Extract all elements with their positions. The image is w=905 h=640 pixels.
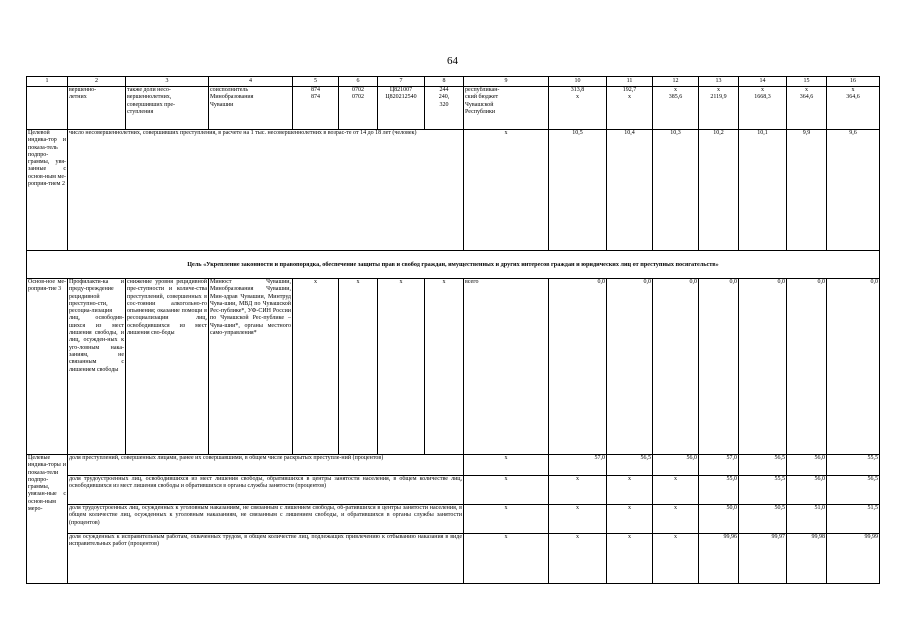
target3-col9: х: [464, 505, 549, 534]
cell-value: х 2119,9: [699, 87, 739, 130]
column-number: 15: [787, 77, 827, 87]
target3-value: 50,5: [739, 505, 787, 534]
target3-text: доля преступлений, совершенных лицами, ранее их совершавшими, в общем числе раскрытых преступле-ний (процентов): [68, 455, 464, 476]
target3-text: доля трудоустроенных лиц, освободившихся из мест лишения свободы, обратившихся в центры занятости населения, в общем количестве лиц, освободившихся из мест лишения свободы и обратившихся в органы службы занятости (процентов): [68, 476, 464, 505]
column-number: 2: [68, 77, 126, 87]
column-number: 1: [27, 77, 68, 87]
target3-col9: х: [464, 534, 549, 584]
target3-row: [27, 505, 880, 534]
cell-empty: [27, 87, 68, 130]
cell-grbs: 874 874: [293, 87, 339, 130]
measure3-name: Профилакти-ка и преду-преждение рецидивной преступно-сти, ресоциа-лизация лиц, освободив-шихся из мест лишения свободы, и лиц, осужден-ных к уго-ловным нака-заниям, не связанным с лишением свободы: [68, 279, 126, 455]
target3-value: х: [653, 476, 699, 505]
column-number: 9: [464, 77, 549, 87]
measure3-executors: Минюст Чувашии, Минобразования Чувашии, Мин-здрав Чувашии, Минтруд Чува-шии, МВД по Чувашской Рес-публике*, УФ-СИН России по Чувашской Рес-публике – Чува-шии*, органы местного само-управления*: [209, 279, 293, 455]
cell-value: х 364,6: [787, 87, 827, 130]
target3-value: 56,5: [739, 455, 787, 476]
target3-label: Целевые индика-торы и показа-тели подпро-граммы, увязан-ные с основ-ным меро-: [27, 455, 68, 584]
column-number: 16: [827, 77, 880, 87]
column-number: 6: [339, 77, 378, 87]
cell-expense-type: 244 240, 320: [425, 87, 464, 130]
target3-value: х: [653, 534, 699, 584]
target2-text: число несовершеннолетних, совершивших преступления, в расчете на 1 тыс. несовершеннолетних в возрас-те от 14 до 18 лет (человек): [68, 130, 464, 251]
cell-value: х 1668,3: [739, 87, 787, 130]
target3-value: 55,5: [739, 476, 787, 505]
target2-value: 9,6: [827, 130, 880, 251]
target3-col9: х: [464, 476, 549, 505]
target3-value: 57,0: [549, 455, 607, 476]
target3-value: х: [653, 505, 699, 534]
target2-value: 10,5: [549, 130, 607, 251]
target2-value: 10,1: [739, 130, 787, 251]
cell-source: республикан- ский бюджет Чувашской Республики: [464, 87, 549, 130]
page-number: 64: [447, 55, 458, 67]
cell-value: х 364,6: [827, 87, 880, 130]
target3-text: доля осужденных к исправительным работам, охваченных трудом, в общем количестве лиц, подлежащих привлечению к отбыванию наказания в виде исправительных работ (процентов): [68, 534, 464, 584]
measure3-value: 0,0: [699, 279, 739, 455]
target3-value: х: [549, 505, 607, 534]
measure3-source: всего: [464, 279, 549, 455]
target3-text: доля трудоустроенных лиц, осужденных к уголовным наказаниям, не связанным с лишением свободы, об-ратившихся в центры занятости населения, в общем количестве лиц, осужденных к уголовным наказаниям, не связанным с лишением свободы, и обратившихся в органы службы занятости (процентов): [68, 505, 464, 534]
target2-value: 10,2: [699, 130, 739, 251]
target3-value: 51,0: [787, 505, 827, 534]
cell-section: 0702 0702: [339, 87, 378, 130]
target3-row: [27, 455, 880, 476]
measure3-value: 0,0: [607, 279, 653, 455]
column-number: 5: [293, 77, 339, 87]
cell-value: х 385,6: [653, 87, 699, 130]
target3-value: 51,5: [827, 505, 880, 534]
column-number: 10: [549, 77, 607, 87]
goal-title: Цель «Укрепление законности и правопорядка, обеспечение защиты прав и свобод граждан, имущественных и других интересов граждан и юридических лиц от преступных посягательств»: [27, 251, 880, 279]
target3-value: х: [607, 476, 653, 505]
measure3-value: 0,0: [653, 279, 699, 455]
measure3-value: 0,0: [787, 279, 827, 455]
measure3-title: Основ-ное ме-роприя-тие 3: [27, 279, 68, 455]
cell-col3: также доли несо- вершеннолетних, совершивших пре- ступления: [126, 87, 209, 130]
target3-value: 56,0: [653, 455, 699, 476]
target3-value: 99,97: [739, 534, 787, 584]
goal-row: [27, 251, 880, 279]
column-number: 11: [607, 77, 653, 87]
measure3-task: снижение уровня рецидивной пре-ступности и количе-ства преступлений, совершенных в сос-тоянии алкогольно-го опьянения; оказание помощи в ресоциализации лиц, освободившихся из мест лишения сво-боды: [126, 279, 209, 455]
target3-row: [27, 534, 880, 584]
measure3-value: 0,0: [739, 279, 787, 455]
target3-value: 99,98: [787, 534, 827, 584]
target2-col9: х: [464, 130, 549, 251]
column-number: 7: [378, 77, 425, 87]
cell-value: 313,8 х: [549, 87, 607, 130]
measure3-row: [27, 279, 880, 455]
column-number: 4: [209, 77, 293, 87]
column-number: 3: [126, 77, 209, 87]
target3-value: 56,0: [787, 455, 827, 476]
column-number: 13: [699, 77, 739, 87]
target2-value: 10,3: [653, 130, 699, 251]
target3-value: х: [607, 505, 653, 534]
cell-col4: соисполнитель Минобразования Чувашии: [209, 87, 293, 130]
measure3-target-code: х: [378, 279, 425, 455]
cell-col2: вершенно- летних: [68, 87, 126, 130]
column-number: 12: [653, 77, 699, 87]
measure3-value: 0,0: [549, 279, 607, 455]
target3-value: х: [549, 534, 607, 584]
target3-value: х: [607, 534, 653, 584]
target3-value: 57,0: [699, 455, 739, 476]
target3-value: 56,0: [787, 476, 827, 505]
target3-value: 99,96: [699, 534, 739, 584]
top-block-row: [27, 87, 880, 130]
target3-value: 56,5: [607, 455, 653, 476]
measure3-section: х: [339, 279, 378, 455]
measure3-expense-type: х: [425, 279, 464, 455]
target3-value: 55,5: [827, 455, 880, 476]
header-row: [27, 77, 880, 87]
measure3-grbs: х: [293, 279, 339, 455]
column-number: 8: [425, 77, 464, 87]
cell-value: 192,7 х: [607, 87, 653, 130]
target3-row: [27, 476, 880, 505]
target3-value: 50,0: [699, 505, 739, 534]
cell-target-code: Ц821007 Ц820212540: [378, 87, 425, 130]
measure3-value: 0,0: [827, 279, 880, 455]
target2-value: 9,9: [787, 130, 827, 251]
target3-col9: х: [464, 455, 549, 476]
target2-value: 10,4: [607, 130, 653, 251]
target2-row: [27, 130, 880, 251]
target3-value: х: [549, 476, 607, 505]
program-table: [26, 76, 880, 584]
column-number: 14: [739, 77, 787, 87]
target3-value: 99,99: [827, 534, 880, 584]
target3-value: 55,0: [699, 476, 739, 505]
target2-label: Целевой индика-тор и показа-тель подпро-граммы, увя-занные с основ-ным ме-роприя-тием 2: [27, 130, 68, 251]
target3-value: 56,5: [827, 476, 880, 505]
